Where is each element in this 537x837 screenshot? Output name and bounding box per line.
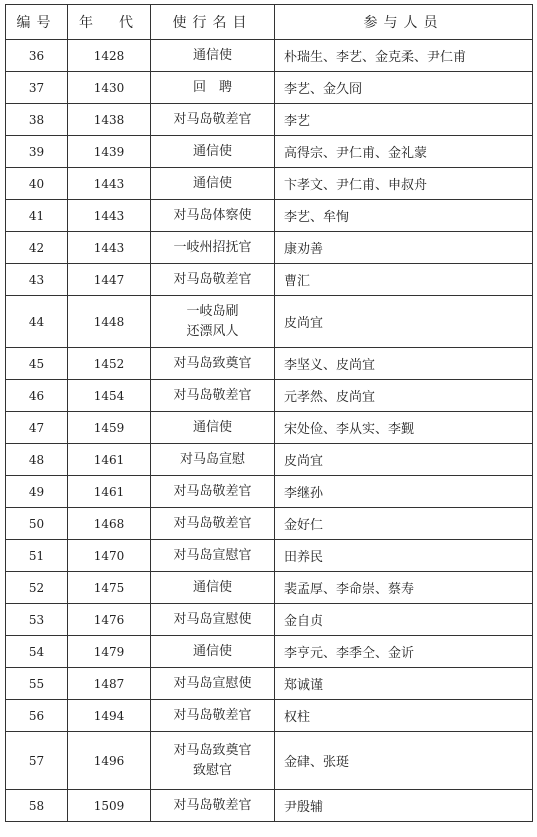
table-row (6, 380, 533, 412)
header-row (6, 5, 533, 40)
table-row (6, 412, 533, 444)
cell-year: 1443 (68, 232, 151, 264)
cell-number: 46 (6, 380, 68, 412)
mission-line: 通信使 (192, 47, 232, 63)
mission-line: 致慰官 (192, 762, 232, 778)
cell-number: 44 (6, 296, 68, 348)
header-mission: 使行名目 (151, 5, 275, 40)
cell-year: 1479 (68, 636, 151, 668)
cell-year: 1443 (68, 200, 151, 232)
mission-line: 通信使 (192, 643, 232, 659)
cell-year: 1470 (68, 540, 151, 572)
cell-participants: 金好仁 (275, 508, 533, 540)
cell-participants: 田养民 (275, 540, 533, 572)
mission-line: 对马岛敬差官 (173, 707, 252, 723)
cell-mission (151, 104, 275, 136)
cell-participants: 金自贞 (275, 604, 533, 636)
table-row (6, 136, 533, 168)
cell-year: 1430 (68, 72, 151, 104)
mission-line: 对马岛宣慰 (179, 451, 245, 467)
cell-number: 42 (6, 232, 68, 264)
mission-line: 通信使 (192, 579, 232, 595)
cell-number: 38 (6, 104, 68, 136)
header-participants: 参与人员 (275, 5, 533, 40)
cell-year: 1438 (68, 104, 151, 136)
cell-participants: 李继孙 (275, 476, 533, 508)
cell-number: 56 (6, 700, 68, 732)
mission-line: 对马岛体察使 (173, 207, 252, 223)
cell-mission (151, 508, 275, 540)
table-row (6, 40, 533, 72)
cell-participants: 李艺、牟恂 (275, 200, 533, 232)
table-row (6, 668, 533, 700)
cell-number: 52 (6, 572, 68, 604)
cell-year: 1452 (68, 348, 151, 380)
cell-participants: 皮尚宜 (275, 296, 533, 348)
table-row (6, 444, 533, 476)
cell-mission (151, 348, 275, 380)
cell-number: 37 (6, 72, 68, 104)
cell-participants: 李艺、金久冏 (275, 72, 533, 104)
cell-mission (151, 380, 275, 412)
mission-line: 通信使 (192, 143, 232, 159)
table-row (6, 348, 533, 380)
cell-number: 58 (6, 790, 68, 822)
cell-number: 48 (6, 444, 68, 476)
cell-number: 51 (6, 540, 68, 572)
mission-line: 对马岛敬差官 (173, 271, 252, 287)
cell-number: 54 (6, 636, 68, 668)
table-row (6, 572, 533, 604)
cell-number: 40 (6, 168, 68, 200)
cell-participants: 郑诚谨 (275, 668, 533, 700)
cell-number: 41 (6, 200, 68, 232)
mission-line: 还漂风人 (186, 323, 239, 339)
mission-line: 回 聘 (192, 79, 232, 95)
mission-line: 对马岛宣慰官 (173, 547, 252, 563)
table-row (6, 200, 533, 232)
cell-year: 1459 (68, 412, 151, 444)
cell-mission (151, 444, 275, 476)
cell-mission (151, 636, 275, 668)
cell-mission (151, 476, 275, 508)
cell-year: 1461 (68, 476, 151, 508)
cell-participants: 宋处俭、李从实、李觐 (275, 412, 533, 444)
cell-participants: 高得宗、尹仁甫、金礼蒙 (275, 136, 533, 168)
cell-mission (151, 604, 275, 636)
table-row (6, 790, 533, 822)
cell-mission (151, 700, 275, 732)
table-row (6, 540, 533, 572)
cell-participants: 尹殷辅 (275, 790, 533, 822)
cell-mission (151, 412, 275, 444)
cell-participants: 曹汇 (275, 264, 533, 296)
mission-line: 一岐岛刷 (186, 303, 239, 319)
cell-year: 1439 (68, 136, 151, 168)
cell-year: 1476 (68, 604, 151, 636)
mission-line: 通信使 (192, 419, 232, 435)
mission-line: 对马岛致奠官 (173, 742, 252, 758)
cell-mission (151, 732, 275, 790)
cell-mission (151, 264, 275, 296)
cell-year: 1447 (68, 264, 151, 296)
mission-line: 一岐州招抚官 (173, 239, 252, 255)
cell-participants: 权柱 (275, 700, 533, 732)
table-row (6, 168, 533, 200)
cell-year: 1494 (68, 700, 151, 732)
cell-number: 43 (6, 264, 68, 296)
mission-line: 对马岛敬差官 (173, 483, 252, 499)
cell-participants: 金硉、张珽 (275, 732, 533, 790)
cell-mission (151, 790, 275, 822)
cell-number: 45 (6, 348, 68, 380)
cell-year: 1468 (68, 508, 151, 540)
cell-mission (151, 572, 275, 604)
cell-participants: 裴孟厚、李命崇、蔡寿 (275, 572, 533, 604)
table-row (6, 264, 533, 296)
cell-year: 1428 (68, 40, 151, 72)
mission-line: 对马岛敬差官 (173, 111, 252, 127)
cell-participants: 朴瑞生、李艺、金克柔、尹仁甫 (275, 40, 533, 72)
cell-mission (151, 200, 275, 232)
table-row (6, 72, 533, 104)
table-row (6, 476, 533, 508)
cell-mission (151, 168, 275, 200)
table-body (6, 40, 533, 822)
cell-number: 36 (6, 40, 68, 72)
cell-number: 57 (6, 732, 68, 790)
cell-participants: 李艺 (275, 104, 533, 136)
table-row (6, 232, 533, 264)
mission-line: 通信使 (192, 175, 232, 191)
header-number: 编号 (6, 5, 68, 40)
cell-year: 1475 (68, 572, 151, 604)
cell-number: 47 (6, 412, 68, 444)
table-row (6, 104, 533, 136)
cell-number: 53 (6, 604, 68, 636)
header-year: 年 代 (68, 5, 151, 40)
table-row (6, 636, 533, 668)
cell-year: 1487 (68, 668, 151, 700)
mission-line: 对马岛敬差官 (173, 797, 252, 813)
cell-mission (151, 540, 275, 572)
envoy-table (5, 4, 533, 822)
table-row (6, 604, 533, 636)
table-row (6, 508, 533, 540)
cell-participants: 元孝然、皮尚宜 (275, 380, 533, 412)
cell-year: 1461 (68, 444, 151, 476)
cell-number: 50 (6, 508, 68, 540)
cell-year: 1454 (68, 380, 151, 412)
cell-mission (151, 72, 275, 104)
cell-participants: 李坚义、皮尚宜 (275, 348, 533, 380)
cell-participants: 皮尚宜 (275, 444, 533, 476)
cell-year: 1496 (68, 732, 151, 790)
mission-line: 对马岛致奠官 (173, 355, 252, 371)
mission-line: 对马岛宣慰使 (173, 611, 252, 627)
cell-mission (151, 668, 275, 700)
cell-mission (151, 40, 275, 72)
cell-participants: 李亨元、李季仝、金䜣 (275, 636, 533, 668)
cell-year: 1509 (68, 790, 151, 822)
cell-participants: 康劝善 (275, 232, 533, 264)
cell-number: 39 (6, 136, 68, 168)
cell-number: 55 (6, 668, 68, 700)
mission-line: 对马岛宣慰使 (173, 675, 252, 691)
table-row (6, 700, 533, 732)
cell-mission (151, 296, 275, 348)
cell-number: 49 (6, 476, 68, 508)
cell-year: 1443 (68, 168, 151, 200)
mission-line: 对马岛敬差官 (173, 515, 252, 531)
cell-year: 1448 (68, 296, 151, 348)
mission-line: 对马岛敬差官 (173, 387, 252, 403)
table-row (6, 296, 533, 348)
cell-mission (151, 136, 275, 168)
cell-mission (151, 232, 275, 264)
cell-participants: 卞孝文、尹仁甫、申叔舟 (275, 168, 533, 200)
table-row (6, 732, 533, 790)
